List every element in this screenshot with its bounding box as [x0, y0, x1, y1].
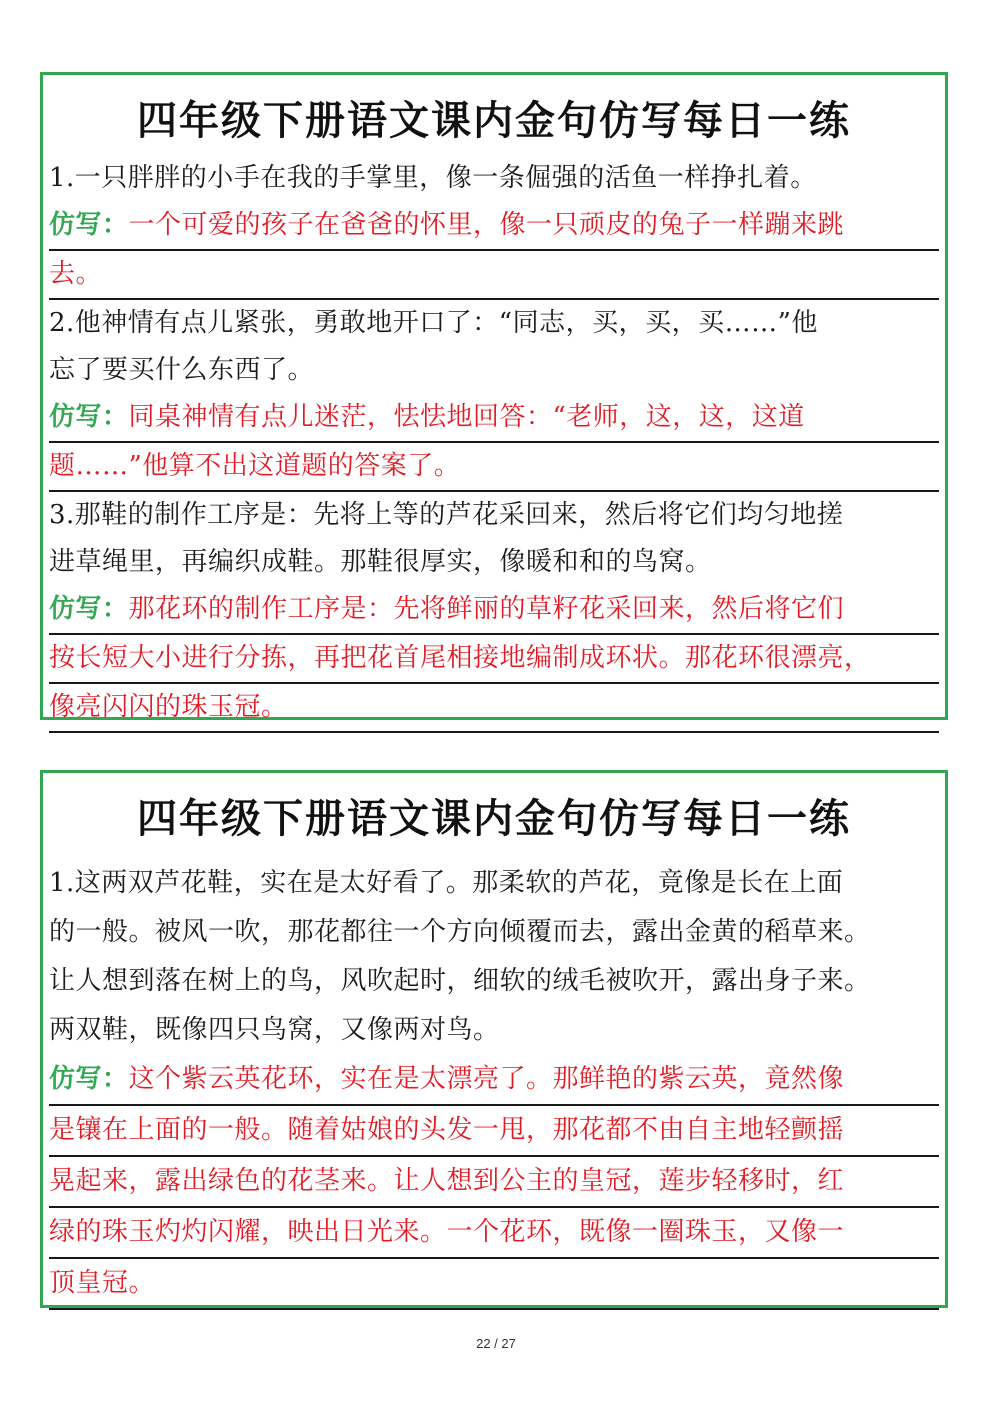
imitation-line — [49, 1157, 939, 1208]
imitation-text: 绿的珠玉灼灼闪耀，映出日光来。一个花环，既像一圈珠玉，又像一 — [49, 1217, 845, 1247]
imitation-text: 顶皇冠。 — [49, 1268, 156, 1298]
card-content — [43, 155, 945, 733]
imitation-label: 仿写： — [49, 1064, 129, 1094]
imitation-line — [49, 1208, 939, 1259]
imitation-line — [49, 202, 939, 251]
source-sentence: 1.这两双芦花鞋，实在是太好看了。那柔软的芦花，竟像是长在上面 — [49, 868, 844, 898]
imitation-line — [49, 684, 939, 733]
card-title: 四年级下册语文课内金句仿写每日一练 — [137, 98, 851, 144]
imitation-line — [49, 1259, 939, 1310]
source-sentence: 的一般。被风一吹，那花都往一个方向倾覆而去，露出金黄的稻草来。 — [49, 917, 871, 947]
imitation-line — [49, 586, 939, 635]
imitation-label: 仿写： — [49, 594, 129, 624]
page-number: 22 / 27 — [476, 1336, 516, 1351]
source-sentence: 忘了要买什么东西了。 — [49, 355, 315, 385]
source-sentence: 1.一只胖胖的小手在我的手掌里，像一条倔强的活鱼一样挣扎着。 — [49, 163, 817, 193]
imitation-line — [49, 443, 939, 492]
source-sentence: 让人想到落在树上的鸟，风吹起时，细软的绒毛被吹开，露出身子来。 — [49, 966, 871, 996]
imitation-label: 仿写： — [49, 402, 129, 432]
imitation-text: 按长短大小进行分拣，再把花首尾相接地编制成环状。那花环很漂亮， — [49, 643, 871, 673]
imitation-text: 这个紫云英花环，实在是太漂亮了。那鲜艳的紫云英，竟然像 — [128, 1064, 845, 1094]
source-sentence: 2.他神情有点儿紧张，勇敢地开口了：“同志，买，买，买……”他 — [49, 308, 818, 338]
imitation-text: 是镶在上面的一般。随着姑娘的头发一甩，那花都不由自主地轻颤摇 — [49, 1115, 845, 1145]
card-title: 四年级下册语文课内金句仿写每日一练 — [137, 796, 851, 842]
imitation-text: 去。 — [49, 259, 103, 289]
imitation-text: 像亮闪闪的珠玉冠。 — [49, 692, 288, 722]
imitation-line — [49, 1106, 939, 1157]
card-content — [43, 859, 945, 1310]
imitation-label: 仿写： — [49, 210, 129, 240]
exercise-card-2 — [40, 770, 948, 1308]
exercise-card-1 — [40, 72, 948, 720]
imitation-line — [49, 394, 939, 443]
imitation-line — [49, 635, 939, 684]
imitation-line — [49, 251, 939, 300]
imitation-text: 一个可爱的孩子在爸爸的怀里，像一只顽皮的兔子一样蹦来跳 — [128, 210, 845, 240]
imitation-line — [49, 1055, 939, 1106]
imitation-text: 同桌神情有点儿迷茫，怯怯地回答：“老师，这，这，这道 — [128, 402, 805, 432]
imitation-text: 题……”他算不出这道题的答案了。 — [49, 451, 461, 481]
source-sentence: 进草绳里，再编织成鞋。那鞋很厚实，像暖和和的鸟窝。 — [49, 547, 712, 577]
source-sentence: 两双鞋，既像四只鸟窝，又像两对鸟。 — [49, 1015, 500, 1045]
source-sentence: 3.那鞋的制作工序是：先将上等的芦花采回来，然后将它们均匀地搓 — [49, 500, 844, 530]
imitation-text: 晃起来，露出绿色的花茎来。让人想到公主的皇冠，莲步轻移时，红 — [49, 1166, 845, 1196]
imitation-text: 那花环的制作工序是：先将鲜丽的草籽花采回来，然后将它们 — [128, 594, 845, 624]
